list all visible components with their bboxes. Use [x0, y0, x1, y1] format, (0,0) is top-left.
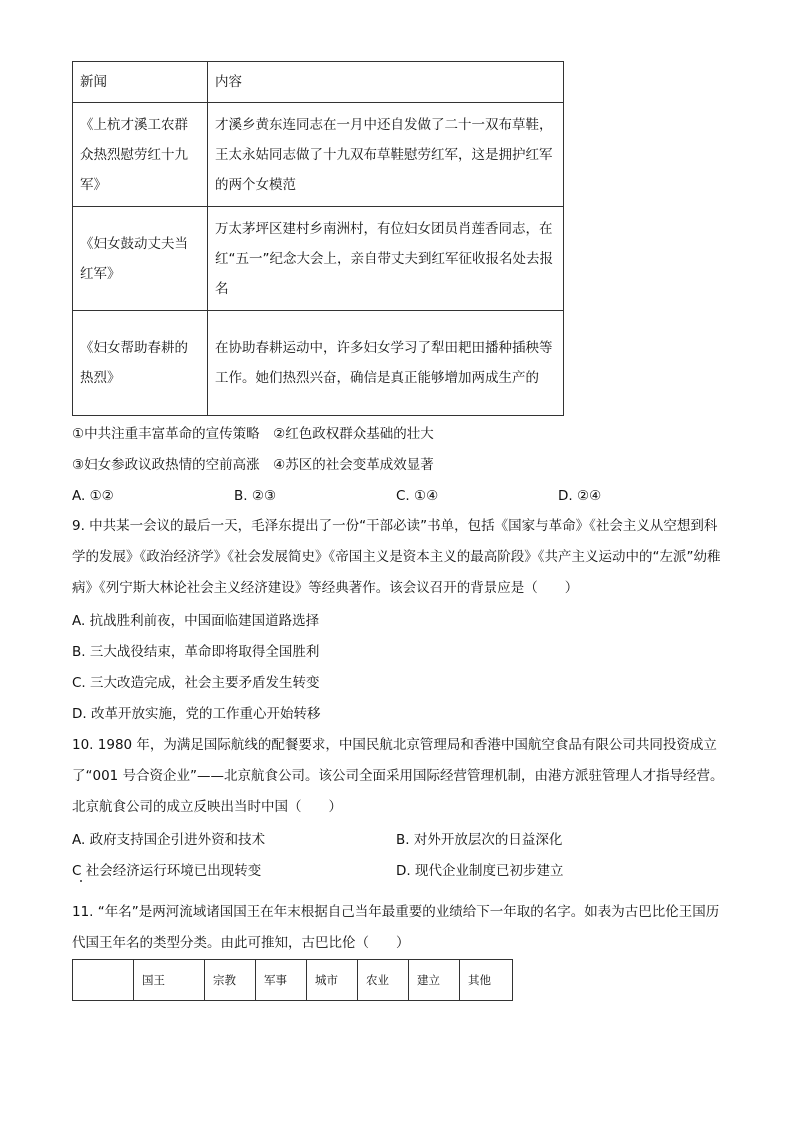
news-content-cell: 才溪乡黄东连同志在一月中还自发做了二十一双布草鞋，王太永姑同志做了十九双布草鞋慰劳红军，这是拥护红军的两个女模范	[208, 103, 564, 207]
q11-stem: 11. “年名”是两河流域诸国国王在年末根据自己当年最重要的业绩给下一年取的名字。如表为古巴比伦王国历代国王年名的类型分类。由此可推知，古巴比伦（ ）	[72, 904, 720, 951]
q10-option-a[interactable]: A. 政府支持国企引进外资和技术	[72, 832, 266, 848]
year-name-table	[72, 959, 513, 1001]
q10-stem: 10. 1980 年，为满足国际航线的配餐要求，中国民航北京管理局和香港中国航空食品有限公司共同投资成立了“001 号合资企业”——北京航食公司。该公司全面采用国际经营管理机制，由港方派驻管理人才指导经营。北京航食公司的成立反映出当时中国（ ）	[72, 737, 724, 815]
news-title-cell: 《妇女鼓动丈夫当红军》	[73, 207, 208, 311]
q8-option-c[interactable]: C. ①④	[396, 488, 439, 504]
agriculture-header-cell: 农业	[358, 960, 409, 1001]
establish-header-cell: 建立	[409, 960, 460, 1001]
q9-option-b[interactable]: B. 三大战役结束，革命即将取得全国胜利	[72, 644, 320, 660]
table-row	[73, 207, 564, 311]
q10-option-b[interactable]: B. 对外开放层次的日益深化	[396, 832, 563, 848]
q8-option-d[interactable]: D. ②④	[558, 488, 602, 504]
news-title-cell: 《上杭才溪工农群众热烈慰劳红十九军》	[73, 103, 208, 207]
q8-option-b[interactable]: B. ②③	[234, 488, 277, 504]
blank-header-cell	[73, 960, 134, 1001]
q10-option-d[interactable]: D. 现代企业制度已初步建立	[396, 863, 564, 879]
military-header-cell: 军事	[256, 960, 307, 1001]
stray-dot-mark	[80, 880, 82, 882]
q9-option-c[interactable]: C. 三大改造完成，社会主要矛盾发生转变	[72, 675, 320, 691]
king-header-cell: 国王	[134, 960, 205, 1001]
q9-option-a[interactable]: A. 抗战胜利前夜，中国面临建国道路选择	[72, 613, 320, 629]
news-table-header-row	[73, 62, 564, 103]
news-content-cell: 在协助春耕运动中，许多妇女学习了犁田耙田播种插秧等工作。她们热烈兴奋，确信是真正能够增加两成生产的	[208, 311, 564, 416]
table-row	[73, 103, 564, 207]
q10-option-c[interactable]: C 社会经济运行环境已出现转变	[72, 863, 262, 879]
content-header-cell: 内容	[208, 62, 564, 103]
q8-statements-line-1: ①中共注重丰富革命的宣传策略 ②红色政权群众基础的壮大	[72, 426, 434, 442]
q8-option-a[interactable]: A. ①②	[72, 488, 114, 504]
q8-statements-line-2: ③妇女参政议政热情的空前高涨 ④苏区的社会变革成效显著	[72, 457, 434, 473]
news-table	[72, 61, 564, 416]
religion-header-cell: 宗教	[205, 960, 256, 1001]
city-header-cell: 城市	[307, 960, 358, 1001]
table-row	[73, 311, 564, 416]
q9-stem: 9. 中共某一会议的最后一天，毛泽东提出了一份“干部必读”书单，包括《国家与革命》《社会主义从空想到科学的发展》《政治经济学》《社会发展简史》《帝国主义是资本主义的最高阶段》《共产主义运动中的“左派”幼稚病》《列宁斯大林论社会主义经济建设》等经典著作。该会议召开的背景应是（ ）	[72, 518, 721, 596]
q9-option-d[interactable]: D. 改革开放实施，党的工作重心开始转移	[72, 706, 321, 722]
news-content-cell: 万太茅坪区建村乡南洲村，有位妇女团员肖莲香同志，在红“五一”纪念大会上，亲自带丈夫到红军征收报名处去报名	[208, 207, 564, 311]
news-header-cell: 新闻	[73, 62, 208, 103]
news-title-cell: 《妇女帮助春耕的热烈》	[73, 311, 208, 416]
year-name-table-header-row	[73, 960, 513, 1001]
other-header-cell: 其他	[460, 960, 513, 1001]
